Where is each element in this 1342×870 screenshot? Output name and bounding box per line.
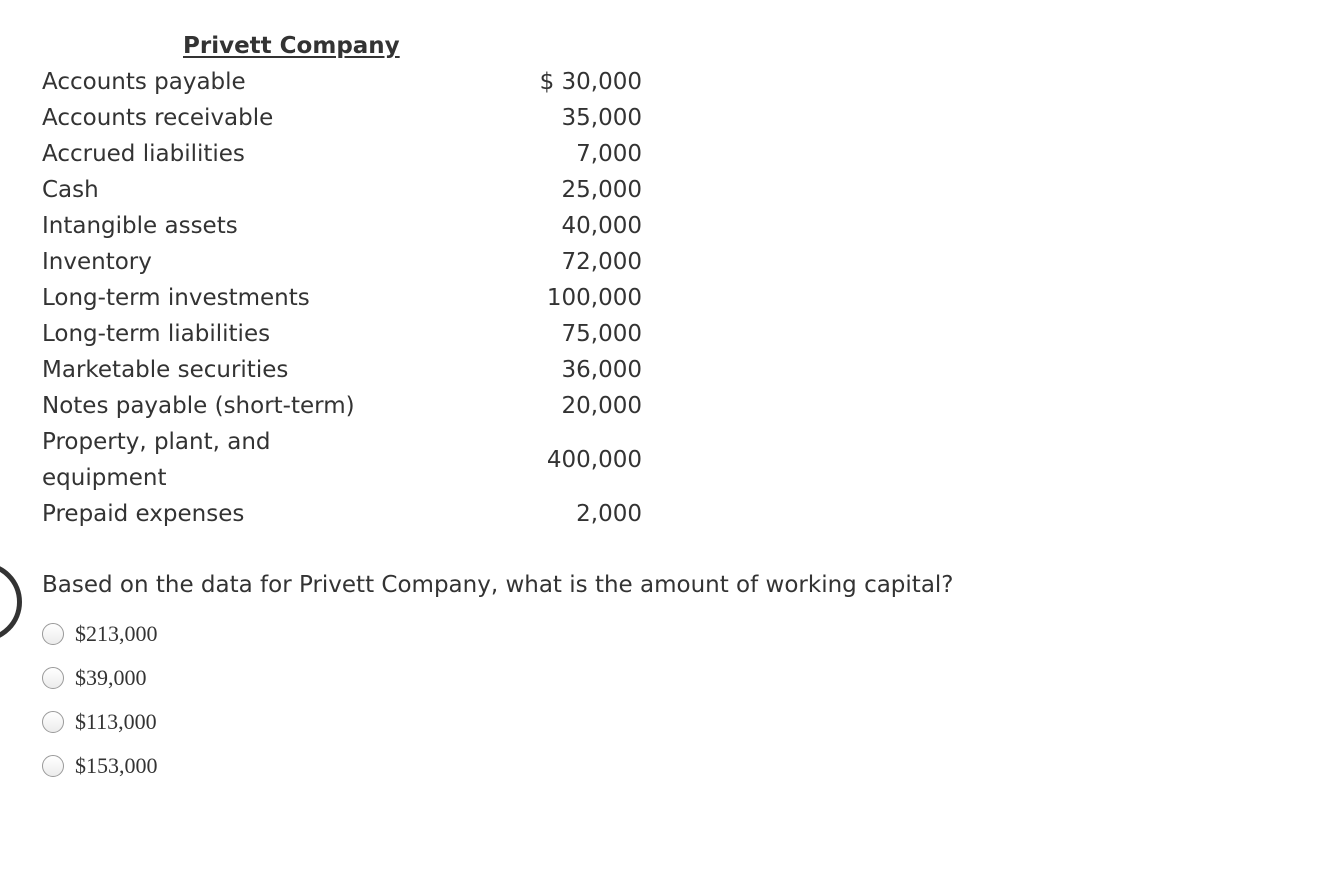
ledger-amount: 75,000 (561, 321, 642, 347)
ledger-amount: $ 30,000 (539, 69, 642, 95)
ledger-label: Accounts payable (42, 69, 246, 95)
company-title: Privett Company (183, 33, 400, 59)
ledger-amount: 35,000 (561, 105, 642, 131)
ledger-label: Property, plant, and equipment (42, 429, 271, 491)
ledger-row-marketable-securities (42, 352, 642, 388)
ledger-row-long-term-liabilities (42, 316, 642, 352)
radio-button[interactable] (42, 711, 64, 733)
ledger-label: Long-term investments (42, 285, 310, 311)
answer-option-4[interactable] (42, 744, 158, 788)
account-balances-table (42, 64, 642, 532)
question-text: Based on the data for Privett Company, what is the amount of working capital? (42, 572, 954, 598)
ledger-amount: 400,000 (546, 447, 642, 473)
answer-option-1[interactable] (42, 612, 158, 656)
ledger-row-accounts-receivable (42, 100, 642, 136)
ledger-amount: 7,000 (576, 141, 642, 167)
ledger-row-long-term-investments (42, 280, 642, 316)
ledger-row-notes-payable (42, 388, 642, 424)
ledger-label: Cash (42, 177, 99, 203)
ledger-amount: 2,000 (576, 501, 642, 527)
ledger-row-inventory (42, 244, 642, 280)
answer-option-label: $113,000 (75, 709, 157, 734)
question-marker-ring (0, 562, 22, 642)
ledger-label: Accrued liabilities (42, 141, 245, 167)
answer-option-2[interactable] (42, 656, 158, 700)
answer-options (42, 612, 158, 788)
ledger-amount: 20,000 (561, 393, 642, 419)
ledger-amount: 25,000 (561, 177, 642, 203)
ledger-label: Intangible assets (42, 213, 238, 239)
ledger-label: Inventory (42, 249, 152, 275)
ledger-label: Accounts receivable (42, 105, 274, 131)
ledger-row-prepaid-expenses (42, 496, 642, 532)
ledger-label: Prepaid expenses (42, 501, 245, 527)
radio-button[interactable] (42, 623, 64, 645)
answer-option-label: $153,000 (75, 753, 158, 778)
ledger-label: Notes payable (short-term) (42, 393, 355, 419)
ledger-amount: 40,000 (561, 213, 642, 239)
ledger-label: Long-term liabilities (42, 321, 271, 347)
ledger-amount: 36,000 (561, 357, 642, 383)
ledger-row-accrued-liabilities (42, 136, 642, 172)
ledger-amount: 100,000 (546, 285, 642, 311)
ledger-row-accounts-payable (42, 64, 642, 100)
ledger-label: Marketable securities (42, 357, 289, 383)
answer-option-label: $39,000 (75, 665, 147, 690)
ledger-amount: 72,000 (561, 249, 642, 275)
ledger-row-intangible-assets (42, 208, 642, 244)
ledger-row-cash (42, 172, 642, 208)
ledger-row-property-plant-equipment (42, 424, 642, 496)
answer-option-3[interactable] (42, 700, 158, 744)
radio-button[interactable] (42, 667, 64, 689)
radio-button[interactable] (42, 755, 64, 777)
answer-option-label: $213,000 (75, 621, 158, 646)
